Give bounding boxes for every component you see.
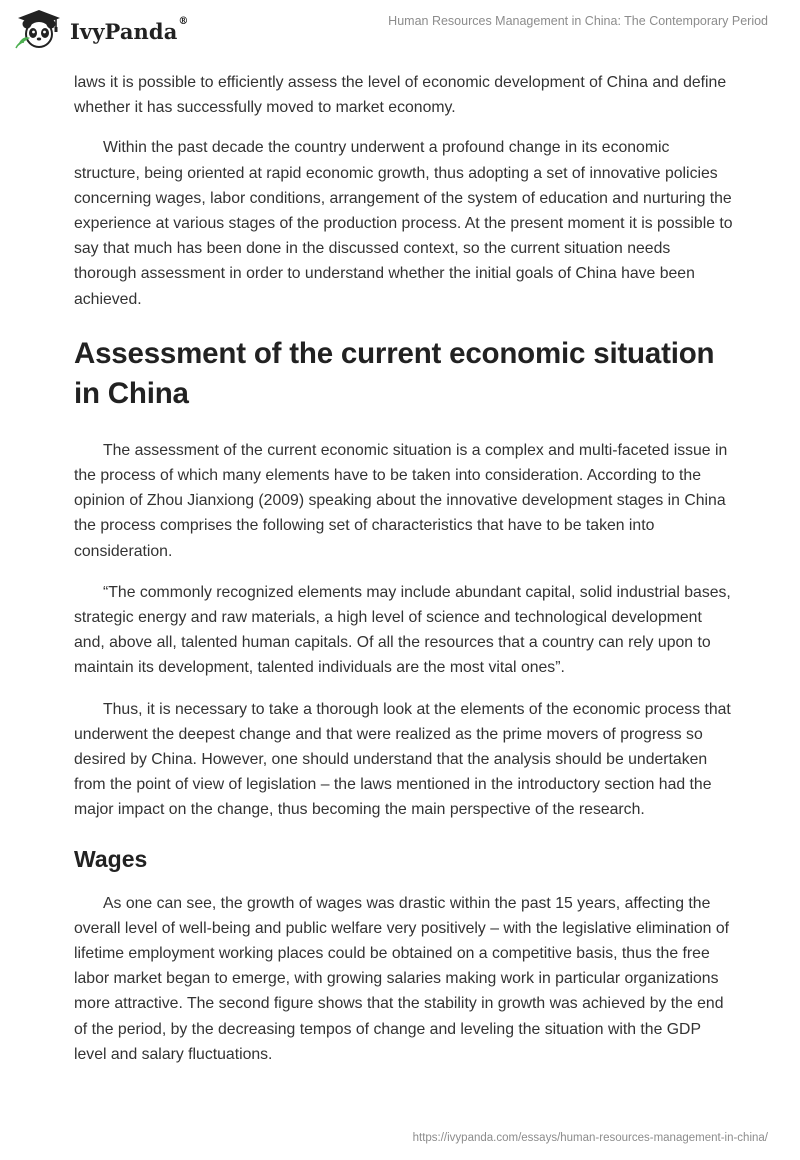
page-header [0, 0, 800, 68]
quote-paragraph: “The commonly recognized elements may include abundant capital, solid industrial bases, strategic energy and raw materials, a high level of science and technological development and, above all, talented human capitals. Of all the resources that a country can rely upon to maintain its development, talented individuals are the most vital ones”. [74, 583, 731, 677]
logo-wordmark: IvyPanda® [70, 15, 189, 44]
panda-logo-icon [14, 8, 64, 50]
registered-mark: ® [178, 15, 189, 27]
source-url[interactable]: https://ivypanda.com/essays/human-resources-management-in-china/ [412, 1132, 768, 1144]
paragraph: As one can see, the growth of wages was drastic within the past 15 years, affecting the overall level of well-being and public welfare very positively – with the legislative elimination of lifetime employment working places could be obtained on a competitive basis, thus the free labor market began to emerge, with growing salaries making work in particular organizations more attractive. The second figure shows that the stability in growth was achieved by the end of the period, by the decreasing tempos of change and leveling the situation with the GDP level and salary fluctuations. [74, 894, 730, 1063]
paragraph: Within the past decade the country underwent a profound change in its economic structure, being oriented at rapid economic growth, thus adopting a set of innovative policies concerning wages, labor conditions, arrangement of the system of education and nurturing the experience at various stages of the production process. At the present moment it is possible to say that much has been done in the discussed context, so the current situation needs thorough assessment in order to understand whether the initial goals of China have been achieved. [74, 139, 733, 308]
paragraph: The assessment of the current economic situation is a complex and multi-faceted issue in the process of which many elements have to be taken into consideration. According to the opinion of Zhou Jianxiong (2009) speaking about the innovative development stages in China the process comprises the following set of characteristics that have to be taken into consideration. [74, 441, 728, 560]
subsection-heading: Wages [74, 845, 148, 872]
document-title: Human Resources Management in China: The Contemporary Period [388, 14, 768, 28]
paragraph: laws it is possible to efficiently assess the level of economic development of China and define whether it has successfully moved to market economy. [74, 74, 727, 117]
essay-body [74, 70, 734, 1083]
section-heading: Assessment of the current economic situation in China [74, 336, 715, 410]
paragraph: Thus, it is necessary to take a thorough look at the elements of the economic process that underwent the deepest change and that were realized as the prime movers of progress so desired by China. However, one should understand that the analysis should be undertaken from the point of view of legislation – the laws mentioned in the introductory section had the major impact on the change, thus becoming the main perspective of the research. [74, 700, 731, 819]
ivypanda-logo[interactable] [14, 8, 189, 50]
